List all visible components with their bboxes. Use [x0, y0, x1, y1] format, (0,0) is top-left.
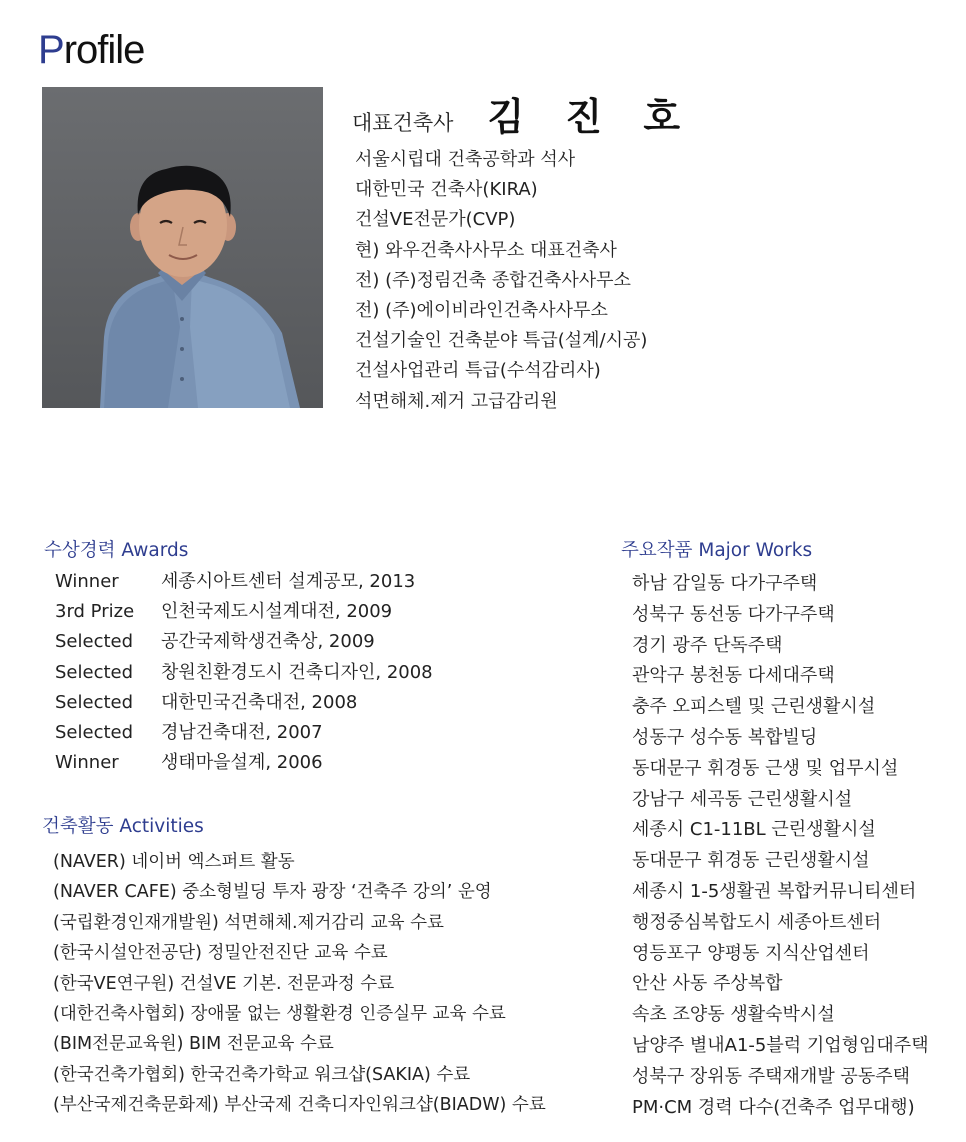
credential-item: 서울시립대 건축공학과 석사: [355, 149, 576, 170]
works-list: [632, 569, 929, 1123]
activity-item: (대한건축사협회) 장애물 없는 생활환경 인증실무 교육 수료: [53, 1003, 506, 1024]
work-item: 경기 광주 단독주택: [632, 634, 783, 656]
activity-item: (NAVER CAFE) 중소형빌딩 투자 광장 ‘건축주 강의’ 운영: [53, 882, 492, 903]
award-item: [55, 597, 433, 627]
awards-title: 수상경력 Awards: [44, 540, 189, 561]
work-item: 영등포구 양평동 지식산업센터: [632, 942, 870, 964]
credential-item: 현) 와우건축사사무소 대표건축사: [355, 239, 617, 261]
page-title-rest: rofile: [63, 28, 145, 72]
work-item: 세종시 1-5생활권 복합커뮤니티센터: [632, 880, 917, 902]
award-item: [55, 567, 433, 597]
credential-item: 전) (주)에이비라인건축사사무소: [355, 299, 608, 321]
portrait-illustration: [42, 87, 323, 408]
work-item: 충주 오피스텔 및 근린생활시설: [632, 696, 876, 718]
work-item: 동대문구 휘경동 근생 및 업무시설: [632, 757, 899, 779]
work-item: 속초 조양동 생활숙박시설: [632, 1004, 835, 1026]
page-title: [38, 28, 144, 73]
award-item: [55, 718, 433, 748]
award-place: 3rd Prize: [55, 601, 135, 623]
award-item: [55, 627, 433, 657]
credential-item: 건설기술인 건축분야 특급(설계/시공): [355, 330, 648, 352]
work-item: 안산 사동 주상복합: [632, 973, 783, 995]
award-event: 공간국제학생건축상, 2009: [161, 631, 375, 653]
profile-role: 대표건축사: [352, 111, 454, 135]
award-event: 대한민국건축대전, 2008: [161, 691, 358, 713]
award-place: Selected: [55, 691, 134, 713]
award-item: [55, 748, 433, 778]
activities-list: [53, 847, 546, 1121]
credentials-list: [355, 145, 647, 417]
credential-item: 대한민국 건축사(KIRA): [355, 179, 538, 201]
credential-item: 건설VE전문가(CVP): [355, 209, 516, 231]
award-place: Winner: [55, 571, 119, 592]
award-event: 생태마을설계, 2006: [161, 752, 323, 774]
award-place: Winner: [55, 752, 119, 774]
profile-photo: [42, 87, 323, 408]
work-item: PM·CM 경력 다수(건축주 업무대행): [632, 1096, 915, 1118]
credential-item: 전) (주)정림건축 종합건축사사무소: [355, 269, 631, 291]
activity-item: (한국시설안전공단) 정밀안전진단 교육 수료: [53, 943, 388, 964]
work-item: 강남구 세곡동 근린생활시설: [632, 788, 853, 810]
profile-heading: [352, 86, 695, 139]
award-event: 창원친환경도시 건축디자인, 2008: [161, 661, 433, 683]
work-item: 관악구 봉천동 다세대주택: [632, 665, 835, 687]
work-item: 하남 감일동 다가구주택: [632, 573, 818, 594]
work-item: 성북구 장위동 주택재개발 공동주택: [632, 1065, 910, 1087]
activities-title: 건축활동 Activities: [42, 816, 204, 837]
activity-item: (NAVER) 네이버 엑스퍼트 활동: [53, 852, 295, 872]
credential-item: 석면해체.제거 고급감리원: [355, 390, 558, 412]
activity-item: (부산국제건축문화제) 부산국제 건축디자인워크샵(BIADW) 수료: [53, 1095, 546, 1116]
award-item: [55, 658, 433, 688]
profile-name: 김 진 호: [487, 95, 695, 139]
work-item: 성동구 성수동 복합빌딩: [632, 726, 818, 748]
work-item: 세종시 C1-11BL 근린생활시설: [632, 819, 876, 841]
award-event: 인천국제도시설계대전, 2009: [161, 601, 393, 623]
activity-item: (국립환경인재개발원) 석면해체.제거감리 교육 수료: [53, 912, 444, 933]
activity-item: (한국건축가협회) 한국건축가학교 워크샵(SAKIA) 수료: [53, 1064, 471, 1085]
award-event: 세종시아트센터 설계공모, 2013: [161, 571, 416, 592]
work-item: 남양주 별내A1-5블럭 기업형임대주택: [632, 1034, 929, 1056]
award-place: Selected: [55, 721, 134, 743]
works-title: 주요작품 Major Works: [621, 540, 813, 561]
credential-item: 건설사업관리 특급(수석감리사): [355, 360, 601, 382]
award-place: Selected: [55, 661, 134, 683]
page-title-initial: P: [38, 28, 64, 72]
activity-item: (BIM전문교육원) BIM 전문교육 수료: [53, 1034, 334, 1055]
activity-item: (한국VE연구원) 건설VE 기본. 전문과정 수료: [53, 973, 395, 994]
work-item: 동대문구 휘경동 근린생활시설: [632, 850, 870, 872]
work-item: 행정중심복합도시 세종아트센터: [632, 911, 882, 933]
award-event: 경남건축대전, 2007: [161, 721, 323, 743]
work-item: 성북구 동선동 다가구주택: [632, 603, 835, 625]
award-place: Selected: [55, 631, 134, 653]
award-item: [55, 688, 433, 718]
awards-list: [55, 567, 433, 778]
